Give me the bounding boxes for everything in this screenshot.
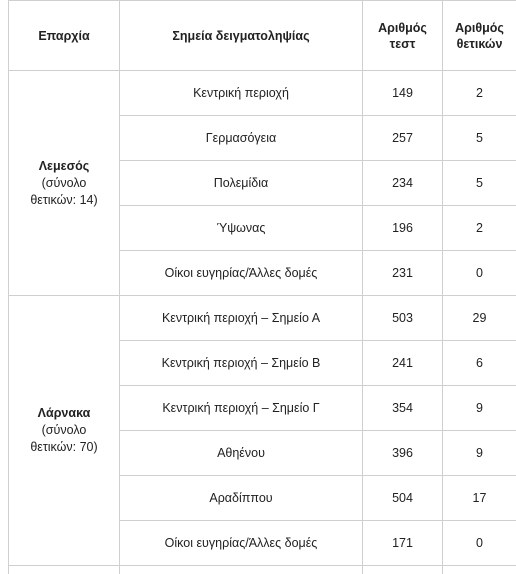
region-cell-limassol xyxy=(9,71,120,296)
test-count-cell: 149 xyxy=(363,71,443,116)
test-count-cell: 354 xyxy=(363,386,443,431)
header-sampling-points: Σημεία δειγματοληψίας xyxy=(120,1,363,71)
sampling-results-table xyxy=(8,0,516,574)
header-test-count: Αριθμός τεστ xyxy=(363,1,443,71)
sampling-point-cell: Οίκοι ευγηρίας/Άλλες δομές xyxy=(120,251,363,296)
table-row xyxy=(9,71,516,116)
test-count-cell: 196 xyxy=(363,206,443,251)
sampling-point-cell: Κεντρική περιοχή – Σημείο Β xyxy=(120,341,363,386)
positive-count-cell: 2 xyxy=(443,206,516,251)
sampling-point-cell: Γερμασόγεια xyxy=(120,116,363,161)
table-cell-empty xyxy=(443,566,516,574)
table-row xyxy=(9,296,516,341)
test-count-cell: 504 xyxy=(363,476,443,521)
table-cell-empty xyxy=(120,566,363,574)
region-name: Λάρνακα xyxy=(9,405,119,422)
positive-count-cell: 0 xyxy=(443,251,516,296)
positive-count-cell: 5 xyxy=(443,116,516,161)
test-count-cell: 171 xyxy=(363,521,443,566)
sampling-point-cell: Ύψωνας xyxy=(120,206,363,251)
test-count-cell: 234 xyxy=(363,161,443,206)
region-total-line1: (σύνολο xyxy=(9,175,119,192)
header-positive-count: Αριθμός θετικών xyxy=(443,1,516,71)
table-row-continuation xyxy=(9,566,516,574)
region-total-line2: θετικών: 14) xyxy=(9,192,119,209)
table-cell-empty xyxy=(9,566,120,574)
positive-count-cell: 17 xyxy=(443,476,516,521)
test-count-cell: 241 xyxy=(363,341,443,386)
positive-count-cell: 29 xyxy=(443,296,516,341)
test-count-cell: 231 xyxy=(363,251,443,296)
sampling-point-cell: Κεντρική περιοχή – Σημείο Γ xyxy=(120,386,363,431)
sampling-point-cell: Οίκοι ευγηρίας/Άλλες δομές xyxy=(120,521,363,566)
sampling-point-cell: Αθηένου xyxy=(120,431,363,476)
sampling-point-cell: Πολεμίδια xyxy=(120,161,363,206)
positive-count-cell: 9 xyxy=(443,431,516,476)
sampling-point-cell: Κεντρική περιοχή xyxy=(120,71,363,116)
region-name: Λεμεσός xyxy=(9,158,119,175)
positive-count-cell: 0 xyxy=(443,521,516,566)
sampling-point-cell: Κεντρική περιοχή – Σημείο Α xyxy=(120,296,363,341)
region-total-line2: θετικών: 70) xyxy=(9,439,119,456)
table-cell-empty xyxy=(363,566,443,574)
sampling-point-cell: Αραδίππου xyxy=(120,476,363,521)
positive-count-cell: 9 xyxy=(443,386,516,431)
test-count-cell: 257 xyxy=(363,116,443,161)
positive-count-cell: 2 xyxy=(443,71,516,116)
test-count-cell: 503 xyxy=(363,296,443,341)
positive-count-cell: 6 xyxy=(443,341,516,386)
header-row xyxy=(9,1,516,71)
region-cell-larnaca xyxy=(9,296,120,566)
region-total-line1: (σύνολο xyxy=(9,422,119,439)
positive-count-cell: 5 xyxy=(443,161,516,206)
test-count-cell: 396 xyxy=(363,431,443,476)
header-region: Επαρχία xyxy=(9,1,120,71)
